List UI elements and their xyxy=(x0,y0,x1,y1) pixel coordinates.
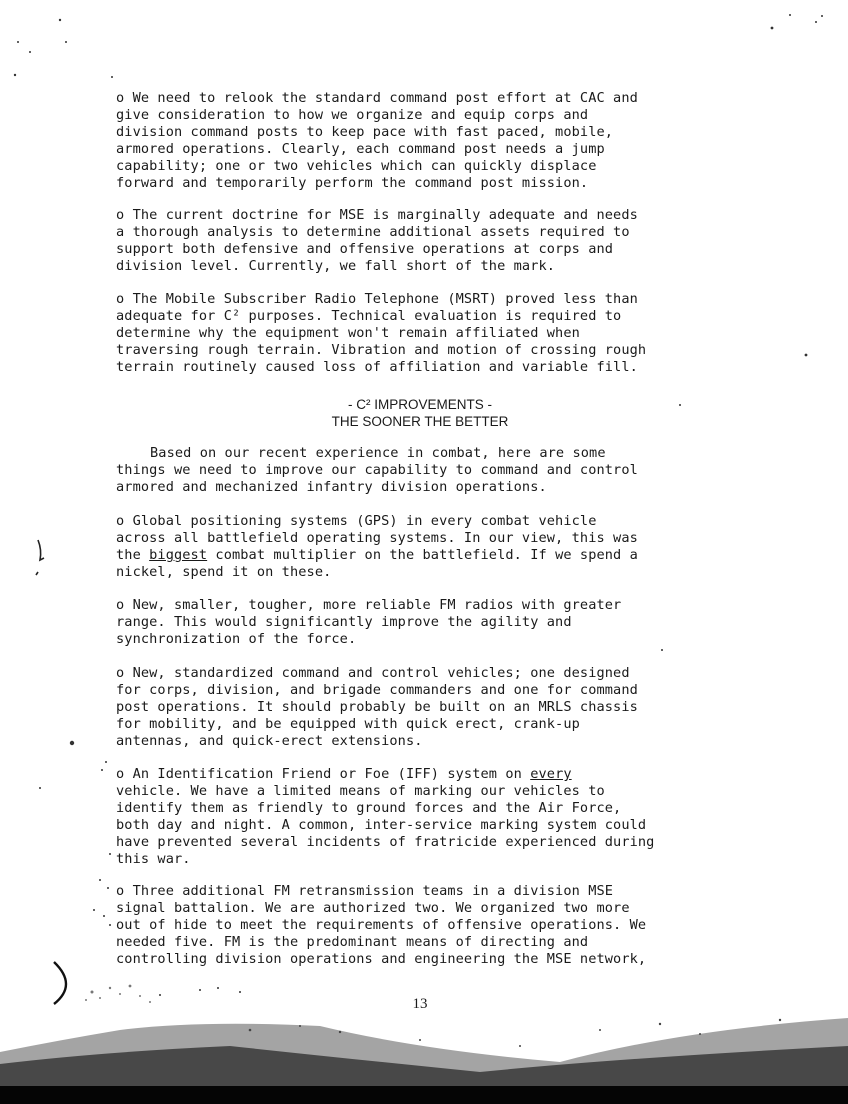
section-heading-line1: - C² IMPROVEMENTS - xyxy=(348,397,492,412)
gps-underlined-word: biggest xyxy=(149,546,208,563)
intro-paragraph: Based on our recent experience in combat, here are some things we need to improve our capability to command and control armored and mechanized infantry division operations. xyxy=(116,445,638,495)
iff-text-start: o An Identification Friend or Foe (IFF) system on xyxy=(116,766,531,782)
scan-bottom-border xyxy=(0,1086,848,1104)
paragraph-iff xyxy=(116,766,686,867)
paragraph-retransmission: o Three additional FM retransmission teams in a division MSE signal battalion. We are authorized two. We organized two more out of hide to meet the requirements of offensive operations. We needed five. FM is the predominant means of directing and controlling division operations and engineering the MSE network, xyxy=(116,883,647,967)
paragraph-command-post: o We need to relook the standard command post effort at CAC and give consideration to how we organize and equip corps and division command posts to keep pace with fast paced, mobile, armored operations. Clearly, each command post needs a jump capability; one or two vehicles which can quickly displace forward and temporarily perform the command post mission. xyxy=(116,90,638,191)
section-heading-line2: THE SOONER THE BETTER xyxy=(331,414,509,429)
paragraph-msrt: o The Mobile Subscriber Radio Telephone (MSRT) proved less than adequate for C² purposes. Technical evaluation is required to determine why the equipment won't remain affiliated when traversing rough terrain. Vibration and motion of crossing rough terrain routinely caused loss of affiliation and variable fill. xyxy=(116,291,647,375)
paragraph-mse-doctrine: o The current doctrine for MSE is marginally adequate and needs a thorough analysis to determine additional assets required to support both defensive and offensive operations at corps and division level. Currently, we fall short of the mark. xyxy=(116,207,638,274)
gps-text-start: o Global positioning systems (GPS) in every combat vehicle across all battlefield operating systems. In our view, this was the xyxy=(116,513,638,563)
paragraph-gps xyxy=(116,513,686,581)
paragraph-c2-vehicles: o New, standardized command and control vehicles; one designed for corps, division, and brigade commanders and one for command post operations. It should probably be built on an MRLS chassis for mobility, and be equipped with quick erect, crank-up antennas, and quick-erect extensions. xyxy=(116,665,638,749)
iff-underlined-word: every xyxy=(530,766,572,782)
paragraph-fm-radios: o New, smaller, tougher, more reliable FM radios with greater range. This would significantly improve the agility and synchronization of the force. xyxy=(116,597,622,647)
iff-text-end: vehicle. We have a limited means of marking our vehicles to identify them as friendly to ground forces and the Air Force, both day and night. A common, inter-service marking system could have prevented several incidents of fratricide experienced during this war. xyxy=(116,782,655,867)
page-number: 13 xyxy=(412,996,428,1012)
gps-text-end: combat multiplier on the battlefield. If we spend a nickel, spend it on these. xyxy=(116,546,638,580)
